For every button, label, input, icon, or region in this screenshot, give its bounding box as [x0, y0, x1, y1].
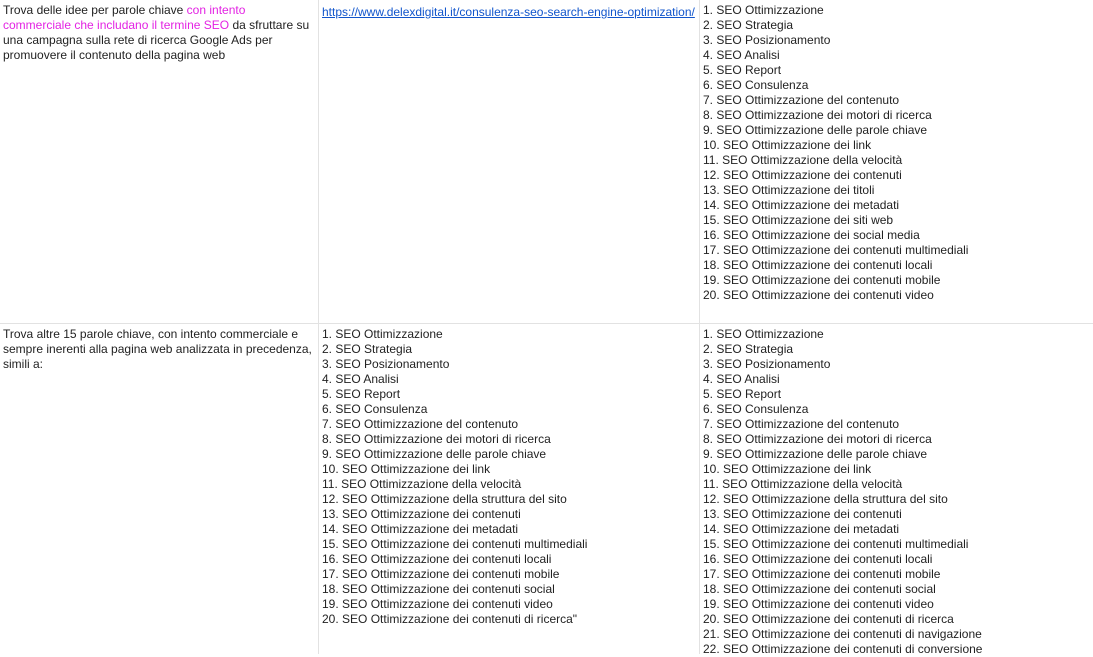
keyword-list-item: 4. SEO Analisi	[322, 372, 399, 386]
keyword-list-item: 20. SEO Ottimizzazione dei contenuti video	[703, 288, 934, 302]
keyword-list-item: 6. SEO Consulenza	[322, 402, 428, 416]
keyword-list	[322, 327, 695, 627]
row1-prompt-cell[interactable]	[3, 3, 313, 63]
keyword-list-item: 19. SEO Ottimizzazione dei contenuti video	[703, 597, 934, 611]
keyword-list-item: 8. SEO Ottimizzazione dei motori di ricerca	[703, 108, 932, 122]
keyword-list-item: 6. SEO Consulenza	[703, 78, 809, 92]
keyword-list-item: 20. SEO Ottimizzazione dei contenuti di ricerca"	[322, 612, 578, 626]
keyword-list-item: 18. SEO Ottimizzazione dei contenuti social	[703, 582, 936, 596]
keyword-list-item: 2. SEO Strategia	[703, 342, 794, 356]
keyword-list-item: 14. SEO Ottimizzazione dei metadati	[322, 522, 519, 536]
keyword-list-item: 13. SEO Ottimizzazione dei titoli	[703, 183, 875, 197]
prompt-highlight-text: con intento commerciale che includano il termine SEO	[3, 3, 246, 32]
keyword-list-item: 2. SEO Strategia	[322, 342, 413, 356]
keyword-list-item: 22. SEO Ottimizzazione dei contenuti di conversione	[703, 642, 983, 656]
row-divider	[0, 323, 1093, 324]
keyword-list-item: 15. SEO Ottimizzazione dei contenuti multimediali	[322, 537, 588, 551]
keyword-list-item: 1. SEO Ottimizzazione	[322, 327, 443, 341]
keyword-list-item: 17. SEO Ottimizzazione dei contenuti mobile	[322, 567, 560, 581]
keyword-list-item: 9. SEO Ottimizzazione delle parole chiave	[703, 123, 928, 137]
keyword-list-item: 7. SEO Ottimizzazione del contenuto	[703, 417, 900, 431]
keyword-list-item: 15. SEO Ottimizzazione dei siti web	[703, 213, 894, 227]
keyword-list-item: 3. SEO Posizionamento	[703, 33, 831, 47]
keyword-list-item: 7. SEO Ottimizzazione del contenuto	[322, 417, 519, 431]
row2-prompt-cell[interactable]	[3, 327, 313, 372]
keyword-list	[703, 327, 1089, 657]
prompt-text: da sfruttare su una campagna sulla rete di ricerca Google Ads per promuovere il contenuto della pagina web	[3, 18, 310, 62]
keyword-list-item: 8. SEO Ottimizzazione dei motori di ricerca	[322, 432, 551, 446]
keyword-list-item: 1. SEO Ottimizzazione	[703, 3, 824, 17]
keyword-list-item: 13. SEO Ottimizzazione dei contenuti	[703, 507, 902, 521]
keyword-list-item: 16. SEO Ottimizzazione dei contenuti locali	[322, 552, 552, 566]
prompt-text: Trova delle idee per parole chiave	[3, 3, 187, 17]
keyword-list	[703, 3, 1089, 303]
column-divider	[318, 0, 319, 654]
keyword-list-item: 9. SEO Ottimizzazione delle parole chiave	[322, 447, 547, 461]
keyword-list-item: 10. SEO Ottimizzazione dei link	[703, 138, 872, 152]
keyword-list-item: 14. SEO Ottimizzazione dei metadati	[703, 198, 900, 212]
keyword-list-item: 1. SEO Ottimizzazione	[703, 327, 824, 341]
keyword-list-item: 11. SEO Ottimizzazione della velocità	[703, 153, 903, 167]
keyword-list-item: 5. SEO Report	[703, 387, 782, 401]
keyword-list-item: 17. SEO Ottimizzazione dei contenuti mobile	[703, 567, 941, 581]
row2-response-cell[interactable]	[703, 327, 1089, 657]
keyword-list-item: 10. SEO Ottimizzazione dei link	[322, 462, 491, 476]
page-url-link[interactable]: https://www.delexdigital.it/consulenza-seo-search-engine-optimization/	[322, 5, 695, 19]
keyword-list-item: 19. SEO Ottimizzazione dei contenuti mobile	[703, 273, 941, 287]
keyword-list-item: 19. SEO Ottimizzazione dei contenuti video	[322, 597, 553, 611]
keyword-list-item: 16. SEO Ottimizzazione dei contenuti locali	[703, 552, 933, 566]
row1-response-cell[interactable]	[703, 3, 1089, 303]
keyword-list-item: 3. SEO Posizionamento	[322, 357, 450, 371]
prompt-text: Trova altre 15 parole chiave, con intento commerciale e sempre inerenti alla pagina web analizzata in precedenza, simili a:	[3, 327, 312, 371]
keyword-list-item: 7. SEO Ottimizzazione del contenuto	[703, 93, 900, 107]
keyword-list-item: 18. SEO Ottimizzazione dei contenuti social	[322, 582, 555, 596]
keyword-list-item: 16. SEO Ottimizzazione dei social media	[703, 228, 920, 242]
keyword-list-item: 17. SEO Ottimizzazione dei contenuti multimediali	[703, 243, 969, 257]
keyword-list-item: 11. SEO Ottimizzazione della velocità	[703, 477, 903, 491]
keyword-list-item: 10. SEO Ottimizzazione dei link	[703, 462, 872, 476]
keyword-list-item: 12. SEO Ottimizzazione della struttura del sito	[322, 492, 567, 506]
keyword-list-item: 11. SEO Ottimizzazione della velocità	[322, 477, 522, 491]
keyword-list-item: 8. SEO Ottimizzazione dei motori di ricerca	[703, 432, 932, 446]
column-divider	[699, 0, 700, 654]
keyword-list-item: 20. SEO Ottimizzazione dei contenuti di ricerca	[703, 612, 954, 626]
keyword-list-item: 12. SEO Ottimizzazione dei contenuti	[703, 168, 902, 182]
keyword-list-item: 4. SEO Analisi	[703, 48, 780, 62]
keyword-list-item: 12. SEO Ottimizzazione della struttura del sito	[703, 492, 948, 506]
keyword-list-item: 5. SEO Report	[703, 63, 782, 77]
keyword-list-item: 15. SEO Ottimizzazione dei contenuti multimediali	[703, 537, 969, 551]
row2-input-cell[interactable]	[322, 327, 695, 627]
keyword-list-item: 21. SEO Ottimizzazione dei contenuti di navigazione	[703, 627, 982, 641]
keyword-list-item: 4. SEO Analisi	[703, 372, 780, 386]
keyword-list-item: 13. SEO Ottimizzazione dei contenuti	[322, 507, 521, 521]
row1-url-cell[interactable]	[322, 3, 695, 21]
keyword-list-item: 18. SEO Ottimizzazione dei contenuti locali	[703, 258, 933, 272]
keyword-list-item: 14. SEO Ottimizzazione dei metadati	[703, 522, 900, 536]
keyword-list-item: 3. SEO Posizionamento	[703, 357, 831, 371]
keyword-list-item: 5. SEO Report	[322, 387, 401, 401]
keyword-list-item: 6. SEO Consulenza	[703, 402, 809, 416]
keyword-list-item: 2. SEO Strategia	[703, 18, 794, 32]
keyword-list-item: 9. SEO Ottimizzazione delle parole chiave	[703, 447, 928, 461]
